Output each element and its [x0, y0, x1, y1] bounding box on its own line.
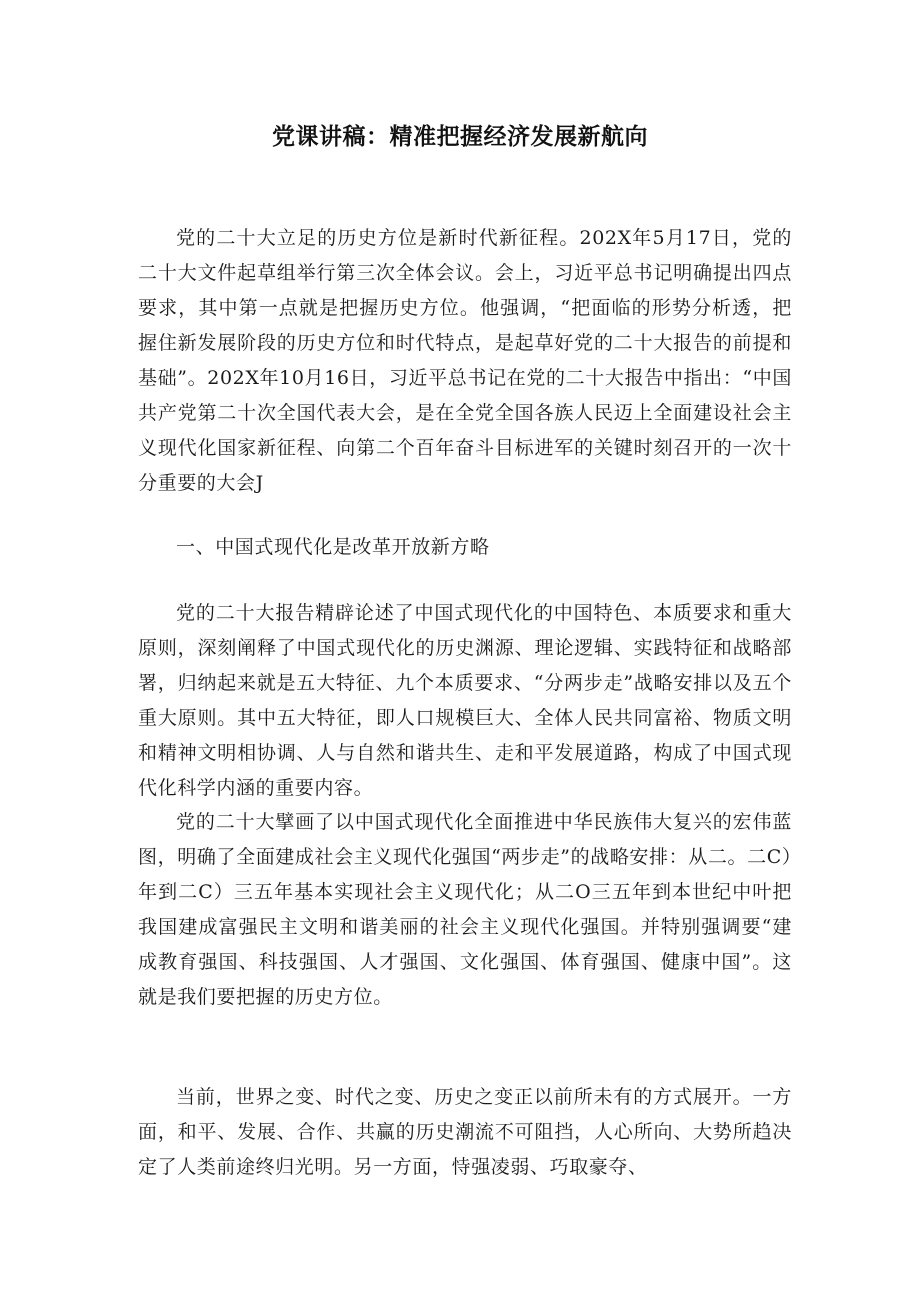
paragraph-intro: 党的二十大立足的历史方位是新时代新征程。202X年5月17日，党的二十大文件起草组举行第三次全体会议。会上，习近平总书记明确提出四点要求，其中第一点就是把握历史方位。他强调，“把面临的形势分析透，把握住新发展阶段的历史方位和时代特点，是起草好党的二十大报告的前提和基础”。202X年10月16日，习近平总书记在党的二十大报告中指出：“中国共产党第二十次全国代表大会，是在全党全国各族人民迈上全面建设社会主义现代化国家新征程、向第二个百年奋斗目标进军的关键时刻召开的一次十分重要的大会J — [138, 227, 792, 494]
paragraph-blueprint: 党的二十大擘画了以中国式现代化全面推进中华民族伟大复兴的宏伟蓝图，明确了全面建成社会主义现代化强国“两步走”的战略安排：从二。二C）年到二C）三五年基本实现社会主义现代化；从二O三五年到本世纪中叶把我国建成富强民主文明和谐美丽的社会主义现代化强国。并特别强调要“建成教育强国、科技强国、人才强国、文化强国、体育强国、健康中国”。这就是我们要把握的历史方位。 — [138, 811, 792, 1008]
section-heading-1: 一、中国式现代化是改革开放新方略 — [176, 536, 490, 558]
paragraph-modernization-features: 党的二十大报告精辟论述了中国式现代化的中国特色、本质要求和重大原则，深刻阐释了中国式现代化的历史渊源、理论逻辑、实践特征和战略部署，归纳起来就是五大特征、九个本质要求、“分两步走”战略安排以及五个重大原则。其中五大特征，即人口规模巨大、全体人民共同富裕、物质文明和精神文明相协调、人与自然和谐共生、走和平发展道路，构成了中国式现代化科学内涵的重要内容。 — [138, 602, 792, 799]
paragraph-world-changes: 当前，世界之变、时代之变、历史之变正以前所未有的方式展开。一方面，和平、发展、合作、共赢的历史潮流不可阻挡，人心所向、大势所趋决定了人类前途终归光明。另一方面，恃强凌弱、巧取豪夺、 — [138, 1086, 792, 1178]
document-title: 党课讲稿：精准把握经济发展新航向 — [272, 124, 648, 150]
